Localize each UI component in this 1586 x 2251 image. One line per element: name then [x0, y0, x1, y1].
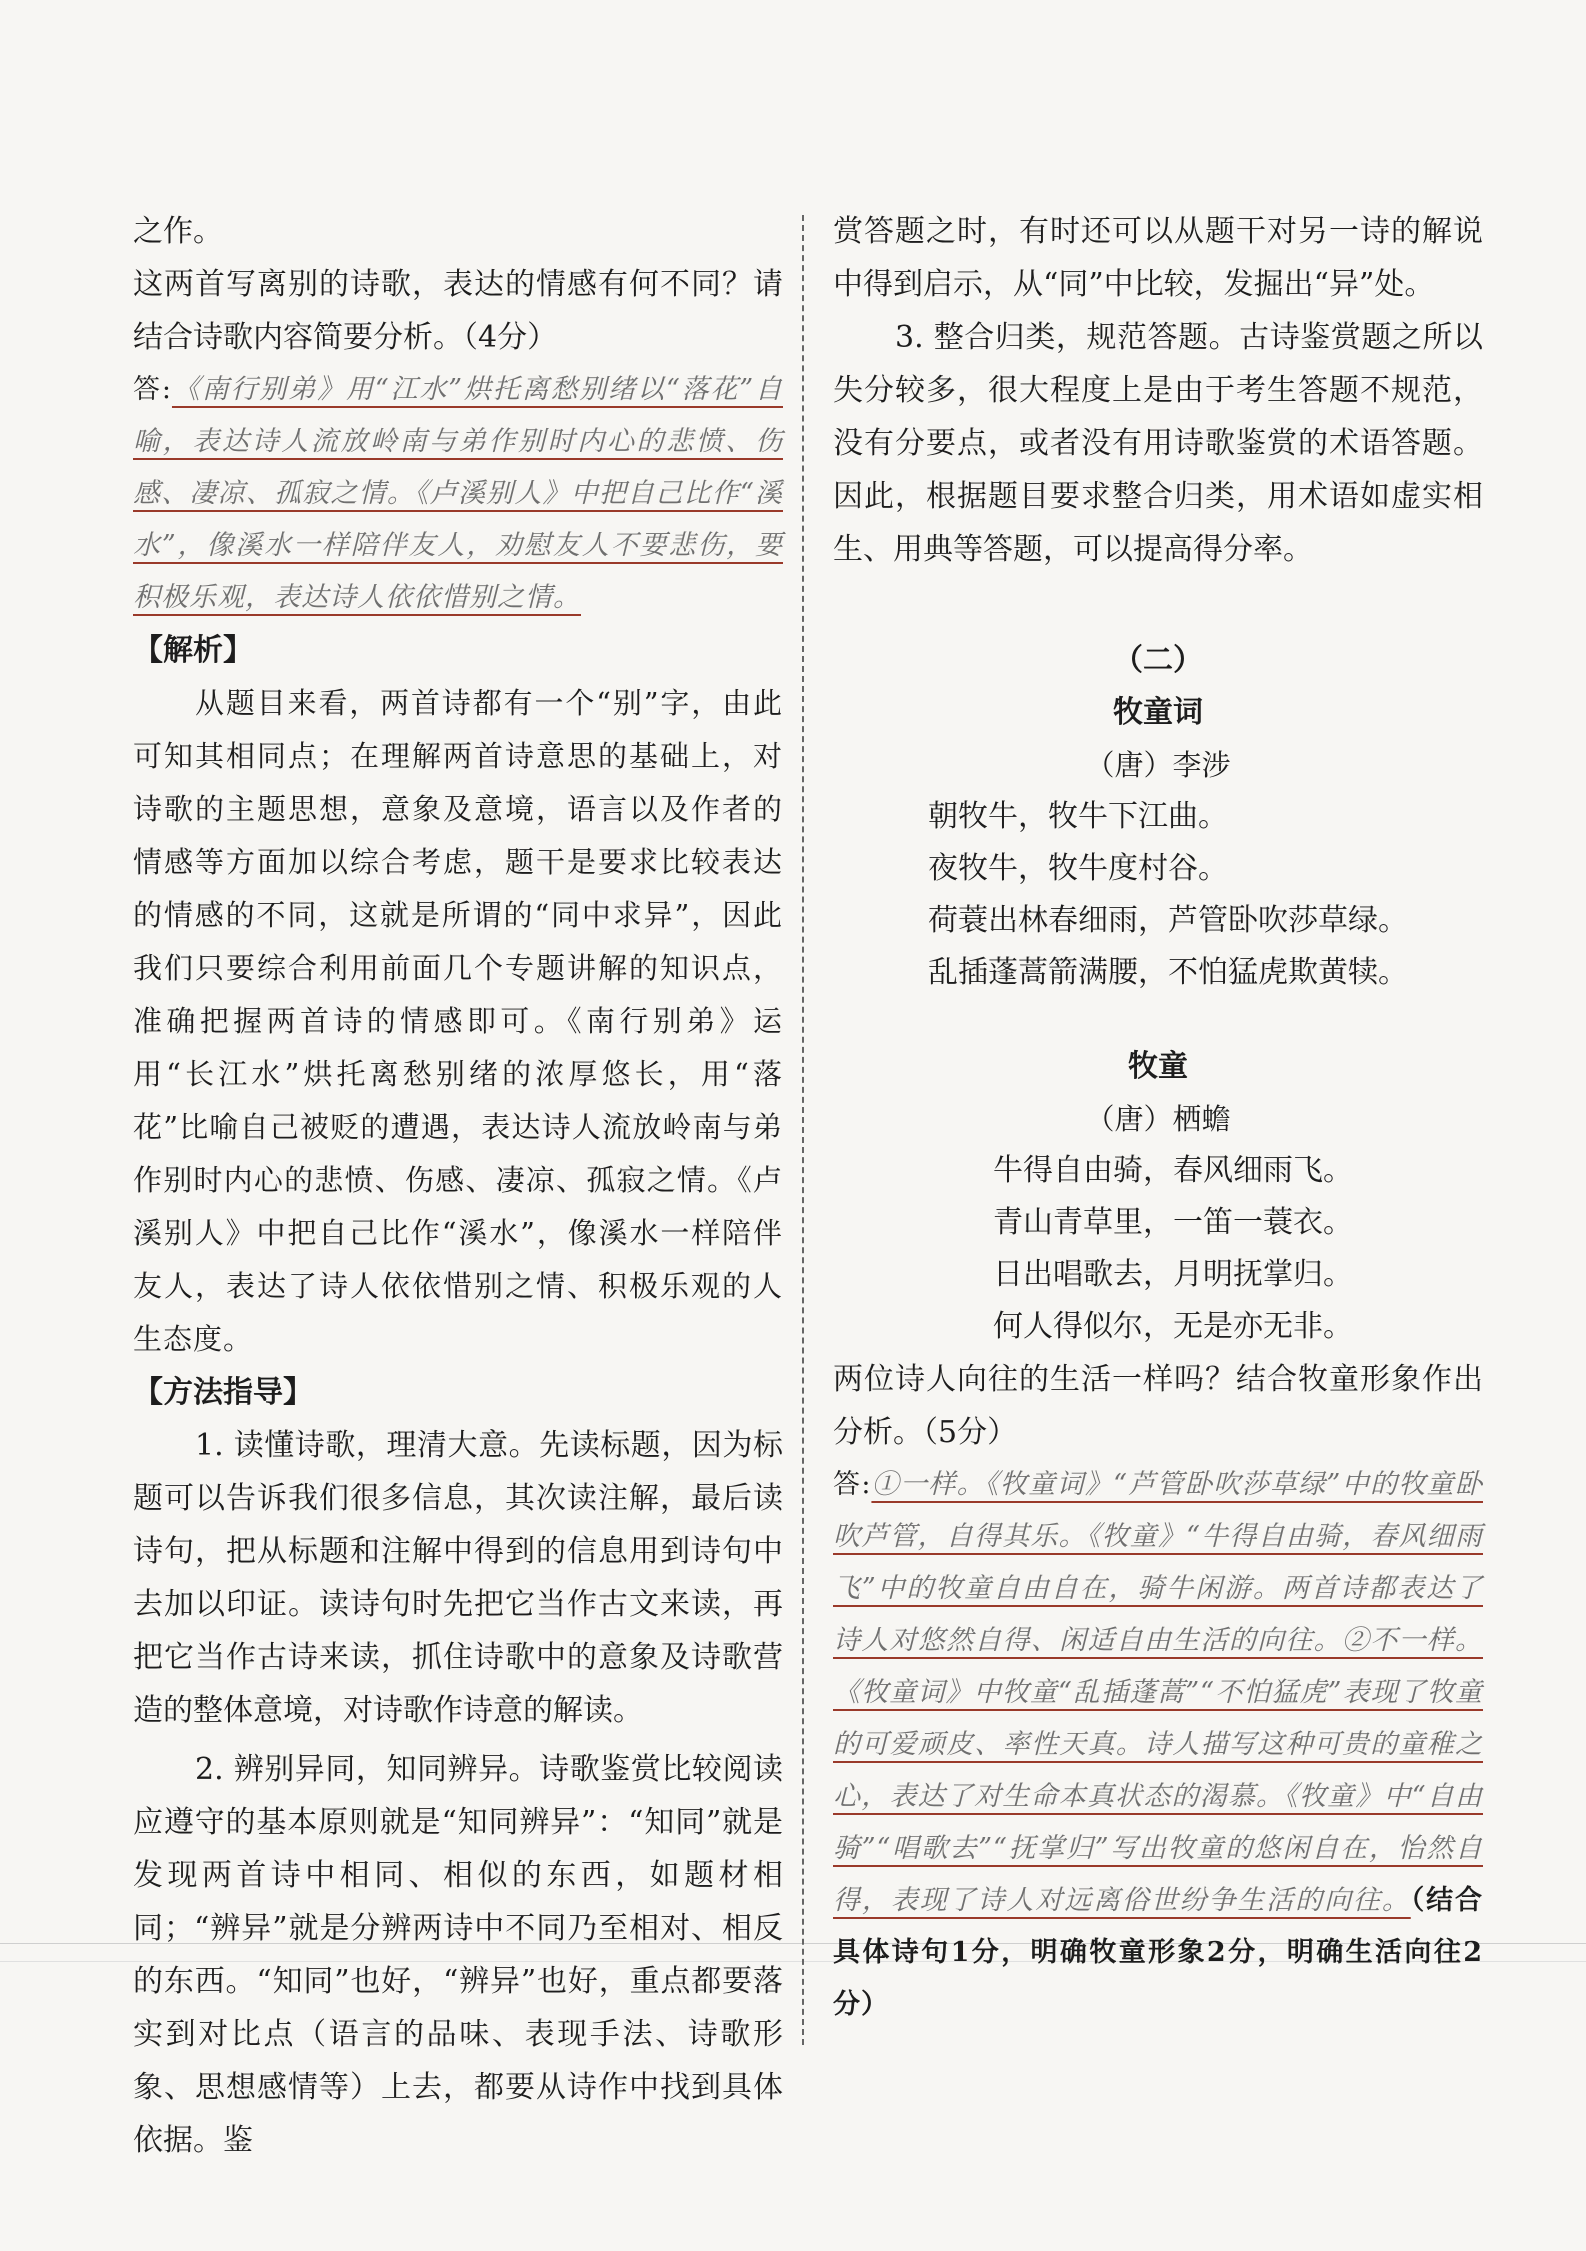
- column-divider: [802, 215, 804, 2045]
- answer-block: [833, 1459, 1483, 2031]
- poem-line: 日出唱歌去，月明抚掌归。: [993, 1257, 1353, 1292]
- answer-block: [133, 364, 783, 624]
- score-note: （结合具体诗句1分，明确牧童形象2分，明确生活向往2分）: [833, 1885, 1484, 2020]
- analysis-text: 从题目来看，两首诗都有一个“别”字，由此可知其相同点；在理解两首诗意思的基础上，对诗歌的主题思想，意象及意境，语言以及作者的情感等方面加以综合考虑，题干是要求比较表达的情感的不同，这就是所谓的“同中求异”，因此我们只要综合利用前面几个专题讲解的知识点，准确把握两首诗的情感即可。《南行别弟》运用“长江水”烘托离愁别绪的浓厚悠长，用“落花”比喻自己被贬的遭遇，表达诗人流放岭南与弟作别时内心的悲愤、伤感、凄凉、孤寂之情。《卢溪别人》中把自己比作“溪水”，像溪水一样陪伴友人，表达了诗人依依惜别之情、积极乐观的人生态度。: [133, 686, 783, 1356]
- answer-label: 答:: [133, 374, 172, 405]
- poem-author: （唐）栖蟾: [1085, 1102, 1231, 1136]
- paragraph-continued: 赏答题之时，有时还可以从题干对另一诗的解说中得到启示，从“同”中比较，发掘出“异”处。: [833, 214, 1483, 302]
- poem-author: （唐）李涉: [1085, 748, 1231, 782]
- section-number: （二）: [1113, 643, 1203, 678]
- poem-line: 荷蓑出林春细雨，芦管卧吹莎草绿。: [928, 903, 1408, 938]
- left-column: [133, 205, 783, 2167]
- poem-body: [833, 1145, 1483, 1353]
- method-step-3: 3. 整合归类，规范答题。古诗鉴赏题之所以失分较多，很大程度上是由于考生答题不规范，没有分要点，或者没有用诗歌鉴赏的术语答题。因此，根据题目要求整合归类，用术语如虚实相生、用典等答题，可以提高得分率。: [833, 320, 1483, 567]
- question-text: 这两首写离别的诗歌，表达的情感有何不同？请结合诗歌内容简要分析。（4分）: [133, 267, 783, 355]
- answer-text: 《南行别弟》用“江水”烘托离愁别绪以“落花”自喻，表达诗人流放岭南与弟作别时内心的悲愤、伤感、凄凉、孤寂之情。《卢溪别人》中把自己比作“溪水”，像溪水一样陪伴友人，劝慰友人不要悲伤，要积极乐观，表达诗人依依惜别之情。: [133, 374, 783, 613]
- method-step-1: 1. 读懂诗歌，理清大意。先读标题，因为标题可以告诉我们很多信息，其次读注解，最后读诗句，把从标题和注解中得到的信息用到诗句中去加以印证。读诗句时先把它当作古文来读，再把它当作古诗来读，抓住诗歌中的意象及诗歌营造的整体意境，对诗歌作诗意的解读。: [133, 1428, 783, 1728]
- analysis-heading: 【解析】: [133, 633, 253, 668]
- method-step-2: 2. 辨别异同，知同辨异。诗歌鉴赏比较阅读应遵守的基本原则就是“知同辨异”：“知同”就是发现两首诗中相同、相似的东西，如题材相同；“辨异”就是分辨两诗中不同乃至相对、相反的东西。“知同”也好，“辨异”也好，重点都要落实到对比点（语言的品味、表现手法、诗歌形象、思想感情等）上去，都要从诗作中找到具体依据。鉴: [133, 1752, 783, 2158]
- question-text: 两位诗人向往的生活一样吗？结合牧童形象作出分析。（5分）: [833, 1362, 1483, 1450]
- poem-line: 何人得似尔，无是亦无非。: [993, 1309, 1353, 1344]
- poem-line: 朝牧牛，牧牛下江曲。: [928, 799, 1228, 834]
- paragraph: 之作。: [133, 214, 223, 249]
- method-heading: 【方法指导】: [133, 1375, 313, 1410]
- poem-line: 夜牧牛，牧牛度村谷。: [928, 851, 1228, 886]
- right-column: [833, 205, 1483, 2031]
- poem-line: 青山青草里，一笛一蓑衣。: [993, 1205, 1353, 1240]
- answer-text: ①一样。《牧童词》“芦管卧吹莎草绿”中的牧童卧吹芦管，自得其乐。《牧童》“牛得自由骑，春风细雨飞”中的牧童自由自在，骑牛闲游。两首诗都表达了诗人对悠然自得、闲适自由生活的向往。②不一样。《牧童词》中牧童“乱插蓬蒿”“不怕猛虎”表现了牧童的可爱顽皮、率性天真。诗人描写这种可贵的童稚之心，表达了对生命本真状态的渴慕。《牧童》中“自由骑”“唱歌去”“抚掌归”写出牧童的悠闲自在，怡然自得，表现了诗人对远离俗世纷争生活的向往。: [833, 1469, 1483, 1916]
- answer-label: 答:: [833, 1469, 872, 1500]
- poem-title: 牧童: [1128, 1049, 1188, 1084]
- poem-body: [833, 791, 1483, 999]
- poem-line: 乱插蓬蒿箭满腰，不怕猛虎欺黄犊。: [928, 955, 1408, 990]
- poem-title: 牧童词: [1113, 695, 1203, 730]
- poem-line: 牛得自由骑，春风细雨飞。: [993, 1153, 1353, 1188]
